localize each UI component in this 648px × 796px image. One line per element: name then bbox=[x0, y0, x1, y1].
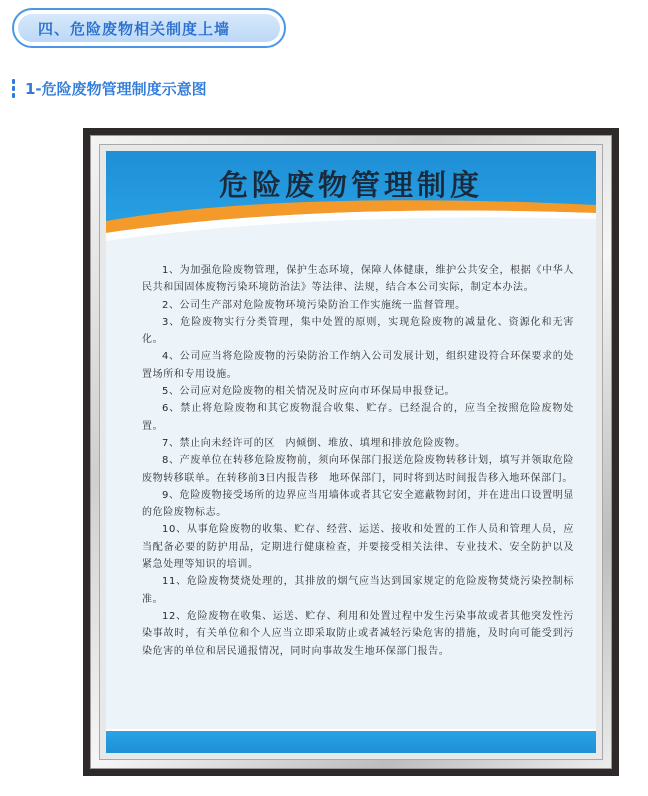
subheading bbox=[12, 78, 207, 99]
board-paragraph: 11、危险废物焚烧处理的，其排放的烟气应当达到国家规定的危险废物焚烧污染控制标准。 bbox=[142, 576, 574, 605]
framed-poster-image bbox=[83, 128, 619, 776]
subheading-title: 1-危险废物管理制度示意图 bbox=[25, 80, 207, 98]
board-paragraph: 1、为加强危险废物管理，保护生态环境，保障人体健康，维护公共安全，根据《中华人民共和国固体废物污染环境防治法》等法律、法规，结合本公司实际，制定本办法。 bbox=[142, 265, 574, 294]
board-footer-bar bbox=[106, 731, 596, 753]
board-paragraph: 5、公司应对危险废物的相关情况及时应向市环保局申报登记。 bbox=[162, 386, 456, 398]
board-paragraph: 7、禁止向未经许可的区 内倾倒、堆放、填埋和排放危险废物。 bbox=[162, 437, 466, 449]
poster-frame bbox=[90, 135, 612, 769]
section-heading-title: 四、危险废物相关制度上墙 bbox=[18, 14, 280, 42]
board-body bbox=[142, 262, 574, 660]
board-paragraph: 9、危险废物接受场所的边界应当用墙体或者其它安全遮蔽物封闭，并在进出口设置明显的危险废物标志。 bbox=[142, 489, 574, 519]
board-title: 危险废物管理制度 bbox=[218, 168, 483, 202]
board-paragraph: 4、公司应当将危险废物的污染防治工作纳入公司发展计划，组织建设符合环保要求的处置场所和专用设施。 bbox=[142, 351, 574, 380]
section-heading-pill bbox=[12, 8, 286, 48]
board-paragraph: 12、危险废物在收集、运送、贮存、利用和处置过程中发生污染事故或者其他突发性污染事故时，有关单位和个人应当立即采取防止或者减轻污染危害的措施，及时向可能受到污染危害的单位和居民通报情况，同时向事故发生地环保部门报告。 bbox=[142, 610, 574, 657]
regulation-board bbox=[106, 151, 596, 753]
board-paragraph: 8、产废单位在转移危险废物前，须向环保部门报送危险废物转移计划，填写并领取危险废物转移联单。在转移前3日内报告移 地环保部门，同时将到达时间报告移入地环保部门。 bbox=[142, 455, 574, 484]
board-paragraph: 3、危险废物实行分类管理，集中处置的原则，实现危险废物的减量化、资源化和无害化。 bbox=[142, 316, 574, 346]
board-paragraph: 2、公司生产部对危险废物环境污染防治工作实施统一监督管理。 bbox=[162, 299, 466, 311]
board-paragraph: 6、禁止将危险废物和其它废物混合收集、贮存。已经混合的，应当全按照危险废物处置。 bbox=[142, 403, 574, 432]
dotted-bar-icon bbox=[12, 79, 15, 98]
board-paragraph: 10、从事危险废物的收集、贮存、经营、运送、接收和处置的工作人员和管理人员，应当配备必要的防护用品，定期进行健康检查，并要接受相关法律、专业技术、安全防护以及紧急处理等知识的培训。 bbox=[142, 524, 574, 571]
